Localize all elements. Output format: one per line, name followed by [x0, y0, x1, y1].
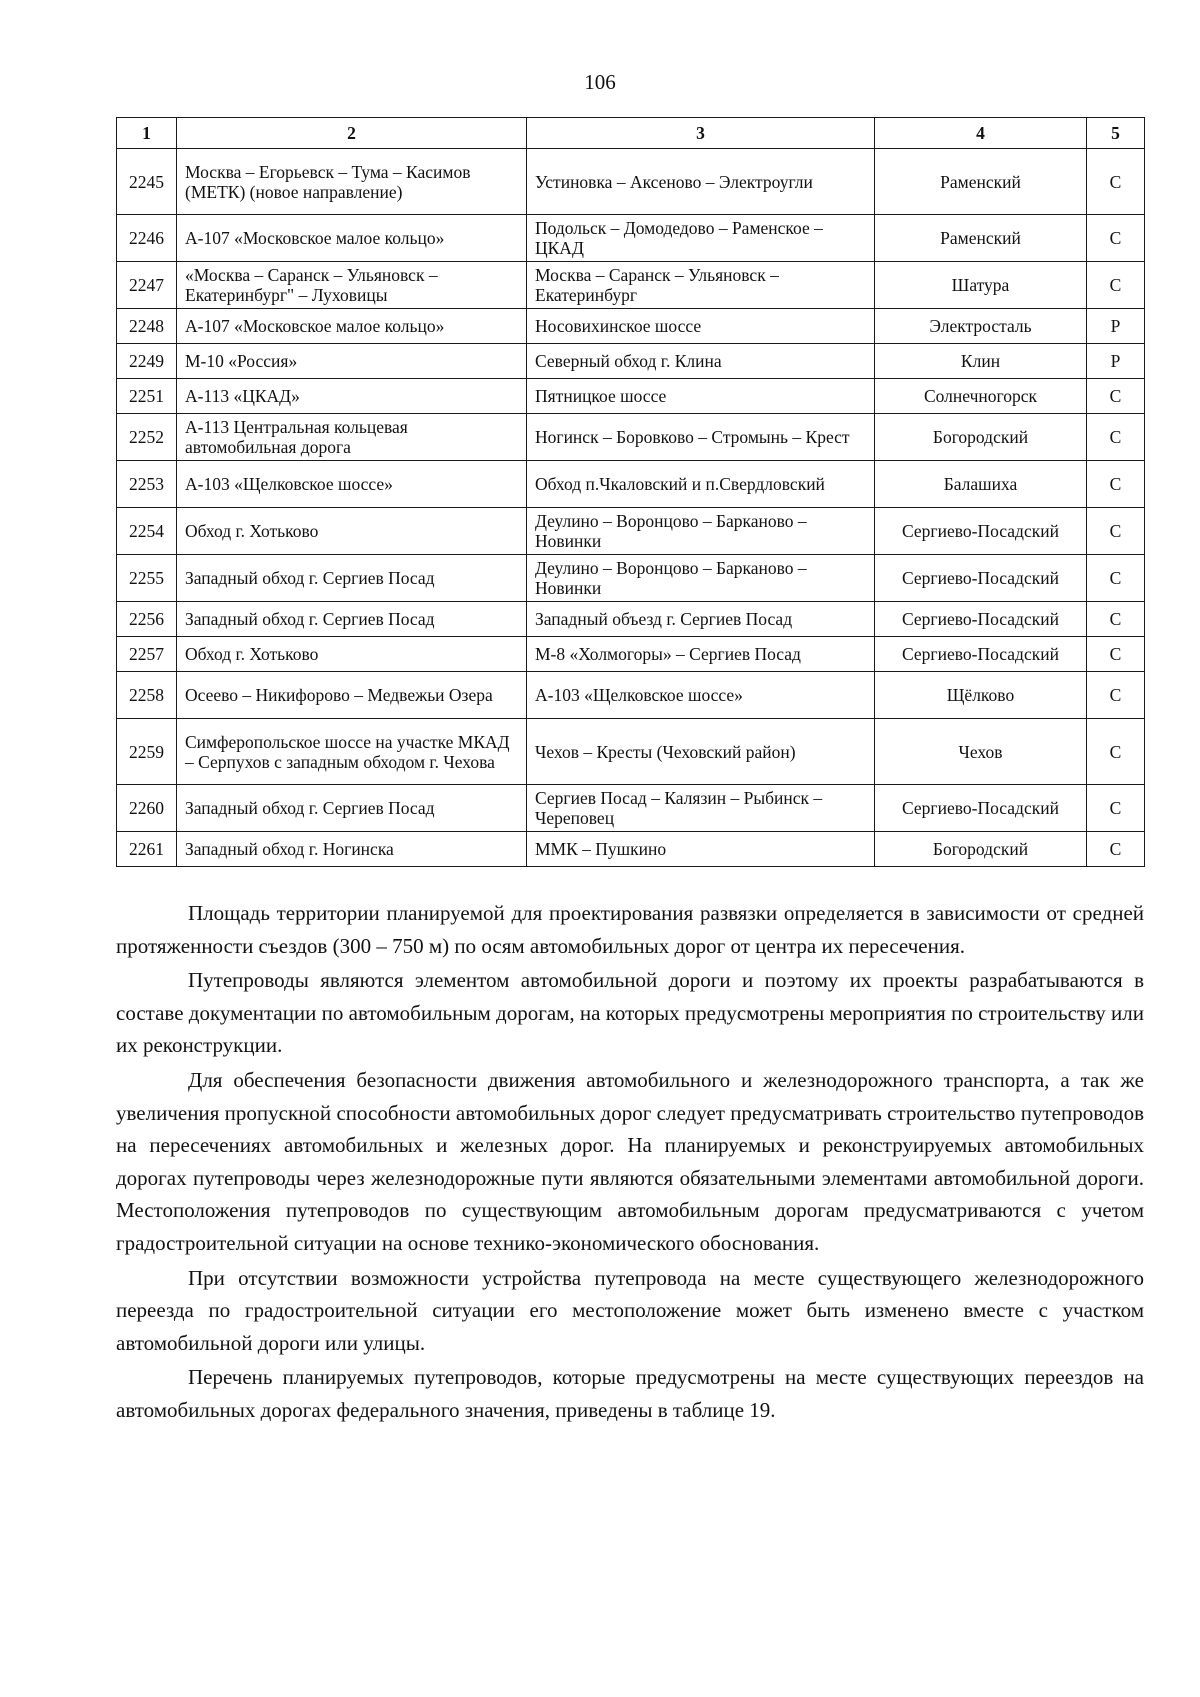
- district: Сергиево-Посадский: [875, 637, 1087, 672]
- row-number: 2259: [117, 719, 177, 785]
- road-name: Обход г. Хотьково: [177, 637, 527, 672]
- crossing-type: С: [1087, 672, 1145, 719]
- road-name: «Москва – Саранск – Ульяновск – Екатеринбург" – Луховицы: [177, 262, 527, 309]
- road-name: Москва – Егорьевск – Тума – Касимов (МЕТК) (новое направление): [177, 149, 527, 215]
- crossing-name: Северный обход г. Клина: [527, 344, 875, 379]
- crossing-name: Носовихинское шоссе: [527, 309, 875, 344]
- road-name: М-10 «Россия»: [177, 344, 527, 379]
- road-name: Западный обход г. Сергиев Посад: [177, 555, 527, 602]
- crossing-name: Деулино – Воронцово – Барканово – Новинки: [527, 555, 875, 602]
- col-header-4: 4: [875, 118, 1087, 149]
- crossing-name: Обход п.Чкаловский и п.Свердловский: [527, 461, 875, 508]
- paragraph: Для обеспечения безопасности движения автомобильного и железнодорожного транспорта, а так же увеличения пропускной способности автомобильных дорог следует предусматривать строительство путепроводов на пересечениях автомобильных и железных дорог. На планируемых и реконструируемых автомобильных дорогах путепроводы через железнодорожные пути являются обязательными элементами автомобильной дороги. Местоположения путепроводов по существующим автомобильным дорогам предусматриваются с учетом градостроительной ситуации на основе технико-экономического обоснования.: [116, 1067, 1144, 1255]
- district: Клин: [875, 344, 1087, 379]
- road-name: Западный обход г. Сергиев Посад: [177, 785, 527, 832]
- table-row: [117, 414, 1145, 461]
- col-header-5: 5: [1087, 118, 1145, 149]
- district: Сергиево-Посадский: [875, 602, 1087, 637]
- row-number: 2249: [117, 344, 177, 379]
- crossing-type: С: [1087, 785, 1145, 832]
- table-row: [117, 672, 1145, 719]
- district: Богородский: [875, 832, 1087, 867]
- paragraph: Путепроводы являются элементом автомобильной дороги и поэтому их проекты разрабатываются в составе документации по автомобильным дорогам, на которых предусмотрены мероприятия по строительству или их реконструкции.: [116, 968, 1145, 1058]
- crossing-type: Р: [1087, 344, 1145, 379]
- col-header-3: 3: [527, 118, 875, 149]
- crossing-name: Сергиев Посад – Калязин – Рыбинск – Череповец: [527, 785, 875, 832]
- crossing-name: Чехов – Кресты (Чеховский район): [527, 719, 875, 785]
- table-row: [117, 602, 1145, 637]
- district: Раменский: [875, 149, 1087, 215]
- crossing-type: С: [1087, 637, 1145, 672]
- table-row: [117, 149, 1145, 215]
- body-text: [116, 897, 1144, 1429]
- row-number: 2253: [117, 461, 177, 508]
- table-row: [117, 379, 1145, 414]
- table-row: [117, 555, 1145, 602]
- row-number: 2248: [117, 309, 177, 344]
- crossing-name: Подольск – Домодедово – Раменское – ЦКАД: [527, 215, 875, 262]
- row-number: 2260: [117, 785, 177, 832]
- table-row: [117, 262, 1145, 309]
- col-header-1: 1: [117, 118, 177, 149]
- paragraph: Перечень планируемых путепроводов, которые предусмотрены на месте существующих переездов на автомобильных дорогах федерального значения, приведены в таблице 19.: [116, 1365, 1144, 1422]
- crossing-type: С: [1087, 149, 1145, 215]
- table-row: [117, 344, 1145, 379]
- crossing-type: С: [1087, 832, 1145, 867]
- table-body: [117, 149, 1145, 867]
- row-number: 2256: [117, 602, 177, 637]
- table-row: [117, 785, 1145, 832]
- crossing-name: М-8 «Холмогоры» – Сергиев Посад: [527, 637, 875, 672]
- crossing-type: С: [1087, 602, 1145, 637]
- district: Шатура: [875, 262, 1087, 309]
- road-name: Западный обход г. Сергиев Посад: [177, 602, 527, 637]
- crossing-name: Москва – Саранск – Ульяновск – Екатеринбург: [527, 262, 875, 309]
- road-name: Осеево – Никифорово – Медвежьи Озера: [177, 672, 527, 719]
- crossing-name: Пятницкое шоссе: [527, 379, 875, 414]
- col-header-2: 2: [177, 118, 527, 149]
- row-number: 2251: [117, 379, 177, 414]
- table-row: [117, 215, 1145, 262]
- road-name: Обход г. Хотьково: [177, 508, 527, 555]
- road-name: А-107 «Московское малое кольцо»: [177, 215, 527, 262]
- crossing-type: С: [1087, 215, 1145, 262]
- table-row: [117, 832, 1145, 867]
- row-number: 2255: [117, 555, 177, 602]
- crossing-name: Западный объезд г. Сергиев Посад: [527, 602, 875, 637]
- crossing-name: ММК – Пушкино: [527, 832, 875, 867]
- road-name: Западный обход г. Ногинска: [177, 832, 527, 867]
- crossing-type: С: [1087, 719, 1145, 785]
- table-header-row: [117, 118, 1145, 149]
- table-row: [117, 637, 1145, 672]
- crossing-type: С: [1087, 508, 1145, 555]
- road-name: А-107 «Московское малое кольцо»: [177, 309, 527, 344]
- page-number: 106: [584, 70, 616, 94]
- table-row: [117, 309, 1145, 344]
- crossing-type: С: [1087, 461, 1145, 508]
- paragraph: Площадь территории планируемой для проектирования развязки определяется в зависимости от средней протяженности съездов (300 – 750 м) по осям автомобильных дорог от центра их пересечения.: [116, 901, 1144, 958]
- overpass-table: [116, 117, 1145, 867]
- crossing-name: Устиновка – Аксеново – Электроугли: [527, 149, 875, 215]
- crossing-type: С: [1087, 414, 1145, 461]
- district: Балашиха: [875, 461, 1087, 508]
- crossing-type: С: [1087, 262, 1145, 309]
- road-name: А-103 «Щелковское шоссе»: [177, 461, 527, 508]
- crossing-type: Р: [1087, 309, 1145, 344]
- district: Богородский: [875, 414, 1087, 461]
- district: Раменский: [875, 215, 1087, 262]
- crossing-name: А-103 «Щелковское шоссе»: [527, 672, 875, 719]
- district: Сергиево-Посадский: [875, 508, 1087, 555]
- row-number: 2258: [117, 672, 177, 719]
- crossing-name: Ногинск – Боровково – Стромынь – Крест: [527, 414, 875, 461]
- district: Электросталь: [875, 309, 1087, 344]
- road-name: А-113 «ЦКАД»: [177, 379, 527, 414]
- row-number: 2245: [117, 149, 177, 215]
- row-number: 2246: [117, 215, 177, 262]
- crossing-type: С: [1087, 379, 1145, 414]
- road-name: Симферопольское шоссе на участке МКАД – Серпухов с западным обходом г. Чехова: [177, 719, 527, 785]
- row-number: 2254: [117, 508, 177, 555]
- row-number: 2247: [117, 262, 177, 309]
- district: Сергиево-Посадский: [875, 555, 1087, 602]
- district: Щёлково: [875, 672, 1087, 719]
- row-number: 2257: [117, 637, 177, 672]
- table-row: [117, 461, 1145, 508]
- district: Сергиево-Посадский: [875, 785, 1087, 832]
- road-name: А-113 Центральная кольцевая автомобильная дорога: [177, 414, 527, 461]
- crossing-name: Деулино – Воронцово – Барканово – Новинки: [527, 508, 875, 555]
- crossing-type: С: [1087, 555, 1145, 602]
- district: Солнечногорск: [875, 379, 1087, 414]
- paragraph: При отсутствии возможности устройства путепровода на месте существующего железнодорожного переезда по градостроительной ситуации его местоположение может быть изменено вместе с участком автомобильной дороги или улицы.: [116, 1265, 1144, 1355]
- table-row: [117, 719, 1145, 785]
- table-row: [117, 508, 1145, 555]
- district: Чехов: [875, 719, 1087, 785]
- row-number: 2261: [117, 832, 177, 867]
- row-number: 2252: [117, 414, 177, 461]
